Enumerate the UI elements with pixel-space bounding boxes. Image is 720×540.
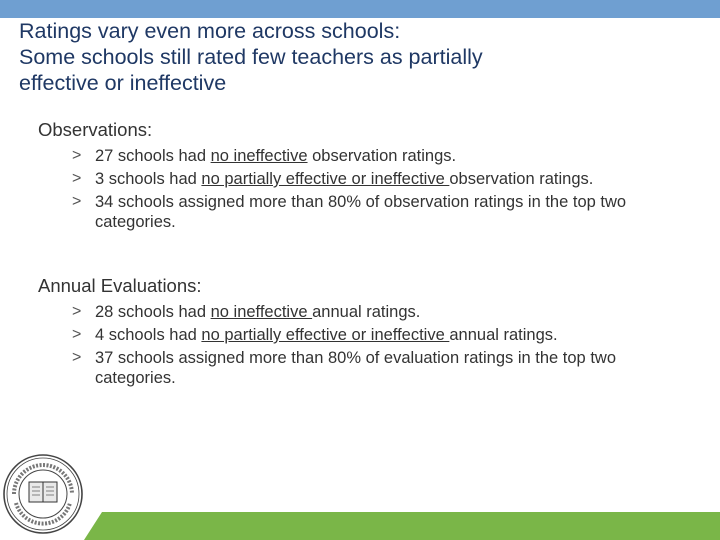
- underlined-text: no ineffective: [210, 147, 308, 165]
- chevron-right-icon: >: [72, 326, 82, 343]
- chevron-right-icon: >: [72, 147, 82, 164]
- chevron-right-icon: >: [72, 303, 82, 320]
- chevron-right-icon: >: [72, 349, 82, 366]
- observations-bullet-list: [72, 146, 672, 235]
- bottom-accent-bar: [84, 512, 720, 540]
- underlined-text: no ineffective: [210, 303, 313, 321]
- bullet-item: > 34 schools assigned more than 80% of observation ratings in the top two categories.: [72, 193, 627, 231]
- bullet-item: > 27 schools had no ineffective observation ratings.: [72, 147, 457, 165]
- top-accent-bar: [0, 0, 720, 18]
- bullet-item: > 4 schools had no partially effective or ineffective annual ratings.: [72, 326, 558, 344]
- title-line-2: Some schools still rated few teachers as partially: [19, 45, 483, 69]
- chevron-right-icon: >: [72, 170, 82, 187]
- title-line-3: effective or ineffective: [19, 71, 227, 95]
- district-seal-icon: [2, 453, 84, 535]
- bullet-item: > 3 schools had no partially effective or ineffective observation ratings.: [72, 170, 594, 188]
- bullet-item: > 28 schools had no ineffective annual ratings.: [72, 303, 421, 321]
- underlined-text: no partially effective or ineffective: [201, 170, 450, 188]
- observations-heading: Observations:: [38, 119, 153, 140]
- underlined-text: no partially effective or ineffective: [201, 326, 450, 344]
- title-line-1: Ratings vary even more across schools:: [19, 19, 401, 43]
- chevron-right-icon: >: [72, 193, 82, 210]
- bullet-item: > 37 schools assigned more than 80% of evaluation ratings in the top two categories.: [72, 349, 616, 387]
- slide-title: [19, 18, 709, 96]
- annual-evaluations-bullet-list: [72, 302, 672, 391]
- annual-evaluations-heading: Annual Evaluations:: [38, 275, 202, 296]
